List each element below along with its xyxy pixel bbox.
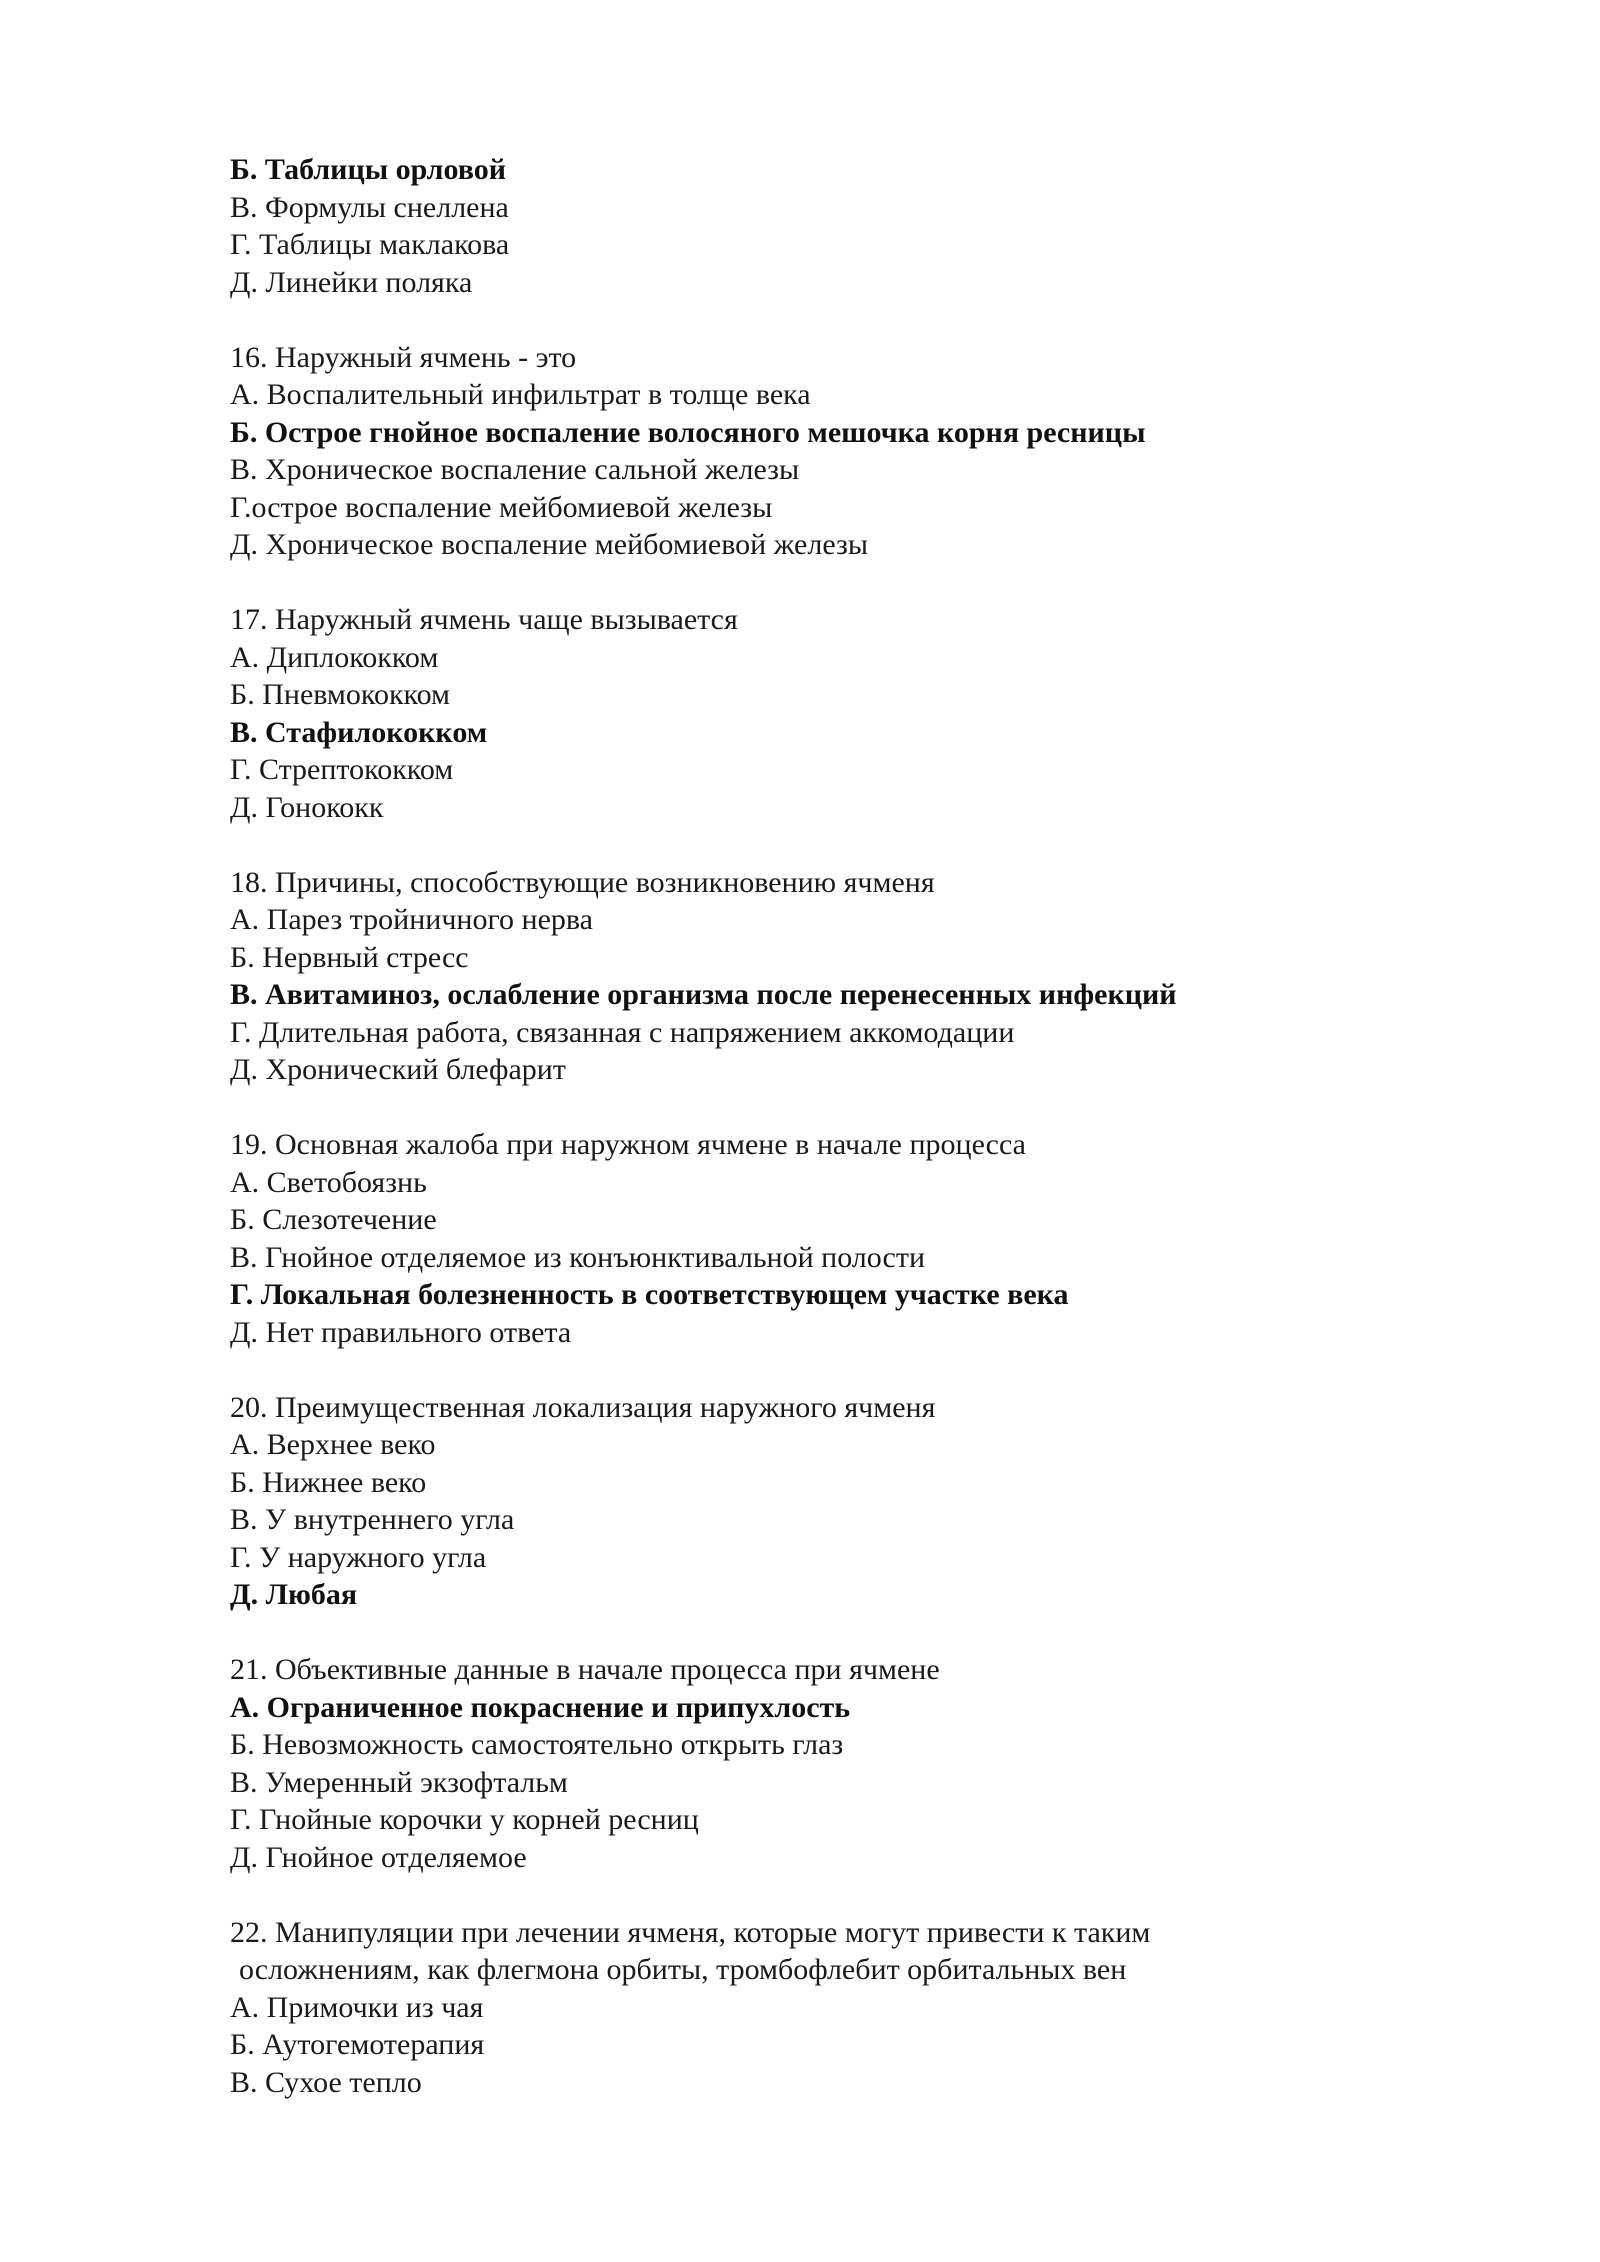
answer-option: В. Сухое тепло <box>230 2065 422 2099</box>
spacer <box>230 826 1530 864</box>
answer-option: В. Формулы снеллена <box>230 190 509 224</box>
question-text: 17. Наружный ячмень чаще вызывается <box>230 603 738 636</box>
answer-option: А. Примочки из чая <box>230 1990 484 2024</box>
answer-option: А. Светобоязнь <box>230 1165 427 1199</box>
question-17 <box>230 601 1530 826</box>
question-text: 20. Преимущественная локализация наружного ячменя <box>230 1390 936 1424</box>
answer-option: Д. Хроническое воспаление мейбомиевой железы <box>230 528 869 561</box>
question-19 <box>230 1126 1530 1351</box>
answer-option-correct: В. Авитаминоз, ослабление организма после перенесенных инфекций <box>230 978 1177 1011</box>
spacer <box>230 1614 1530 1652</box>
question-text: 19. Основная жалоба при наружном ячмене в начале процесса <box>230 1128 1026 1161</box>
document-body <box>230 151 1530 2101</box>
answer-option: Д. Гнойное отделяемое <box>230 1840 527 1874</box>
question-text: 16. Наружный ячмень - это <box>230 340 577 374</box>
answer-option-correct: А. Ограниченное покраснение и припухлость <box>230 1690 851 1724</box>
answer-option: Г. Таблицы маклакова <box>230 228 510 261</box>
answer-option: А. Верхнее веко <box>230 1428 436 1461</box>
answer-option: В. Хроническое воспаление сальной железы <box>230 453 800 486</box>
question-21 <box>230 1651 1530 1876</box>
answer-option: Д. Хронический блефарит <box>230 1053 566 1086</box>
spacer <box>230 1351 1530 1389</box>
answer-option: Б. Нижнее веко <box>230 1465 427 1499</box>
answer-option: Д. Гонококк <box>230 790 384 824</box>
answer-option-correct: Б. Острое гнойное воспаление волосяного мешочка корня ресницы <box>230 415 1146 449</box>
answer-option: Б. Аутогемотерапия <box>230 2028 485 2061</box>
answer-option: Д. Линейки поляка <box>230 265 473 299</box>
answer-option: Г.острое воспаление мейбомиевой железы <box>230 490 773 524</box>
answer-option-correct: В. Стафилококком <box>230 715 488 749</box>
answer-option: А. Диплококком <box>230 640 439 674</box>
answer-option: Г. У наружного угла <box>230 1540 487 1574</box>
question-18 <box>230 864 1530 1089</box>
question-22 <box>230 1914 1530 2102</box>
answer-option: В. Умеренный экзофтальм <box>230 1765 568 1799</box>
answer-option: Б. Невозможность самостоятельно открыть глаз <box>230 1728 844 1761</box>
answer-option: Б. Слезотечение <box>230 1203 437 1236</box>
spacer <box>230 564 1530 602</box>
question-text: 21. Объективные данные в начале процесса при ячмене <box>230 1653 940 1686</box>
spacer <box>230 1089 1530 1127</box>
answer-option: Б. Нервный стресс <box>230 940 469 974</box>
intro-options <box>230 151 1530 301</box>
answer-option-correct: Г. Локальная болезненность в соответствующем участке века <box>230 1278 1069 1311</box>
spacer <box>230 301 1530 339</box>
answer-option: А. Воспалительный инфильтрат в толще века <box>230 378 811 411</box>
answer-option: А. Парез тройничного нерва <box>230 903 593 936</box>
answer-option: Б. Пневмококком <box>230 678 450 711</box>
answer-option: Г. Гнойные корочки у корней ресниц <box>230 1803 699 1836</box>
question-text: 22. Манипуляции при лечении ячменя, которые могут привести к таким <box>230 1915 1151 1949</box>
spacer <box>230 1876 1530 1914</box>
question-text: 18. Причины, способствующие возникновению ячменя <box>230 865 935 899</box>
answer-option: В. Гнойное отделяемое из конъюнктивальной полости <box>230 1240 926 1274</box>
answer-option-correct: Д. Любая <box>230 1578 358 1611</box>
answer-option: Д. Нет правильного ответа <box>230 1315 572 1349</box>
answer-option: В. У внутреннего угла <box>230 1503 515 1536</box>
question-text-continued: осложнениям, как флегмона орбиты, тромбофлебит орбитальных вен <box>239 1953 1127 1986</box>
answer-option: Г. Длительная работа, связанная с напряжением аккомодации <box>230 1015 1015 1049</box>
question-20 <box>230 1389 1530 1614</box>
answer-option: Б. Таблицы орловой <box>230 153 506 186</box>
answer-option: Г. Стрептококком <box>230 753 454 786</box>
question-16 <box>230 339 1530 564</box>
